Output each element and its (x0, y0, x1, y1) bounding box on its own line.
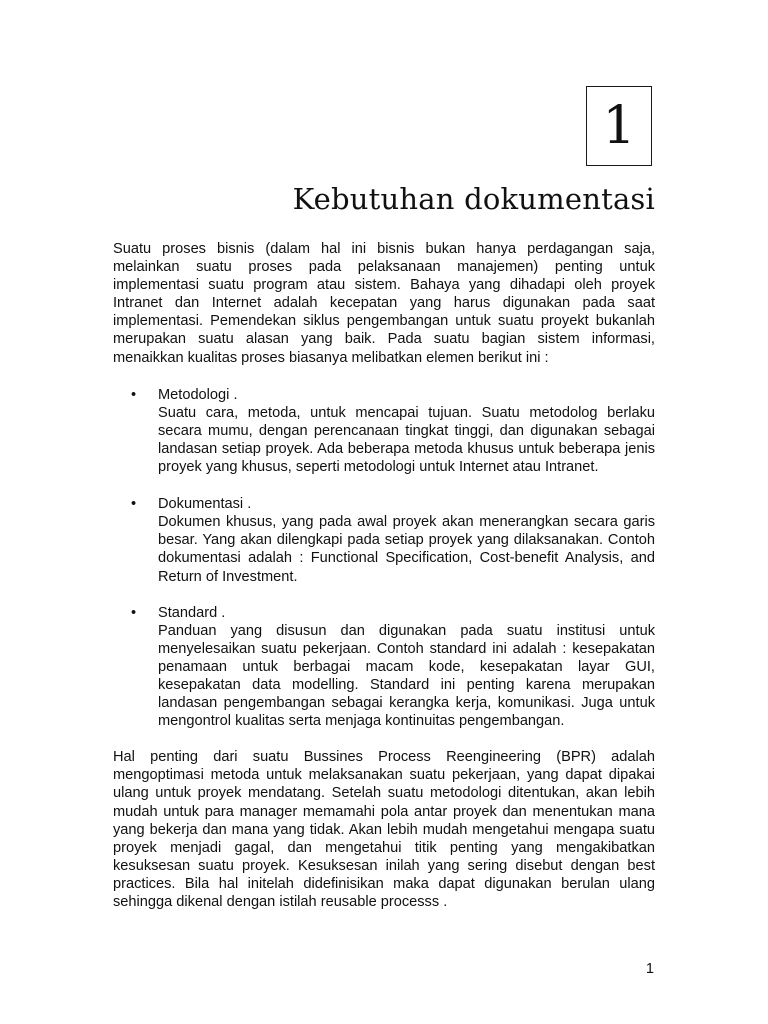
page-number: 1 (645, 961, 654, 977)
bullet-marker: • (131, 496, 137, 513)
chapter-number: 1 (602, 96, 636, 156)
list-item-body: Dokumen khusus, yang pada awal proyek akan menerangkan secara garis besar. Yang akan dilengkapi pada setiap proyek yang dilaksanakan. Contoh dokumentasi adalah : Functional Specification, Cost-benefit Analysis, and Return of Investment. (158, 514, 655, 585)
document-body (113, 240, 655, 911)
chapter-title: Kebutuhan dokumentasi (292, 182, 655, 216)
bullet-marker: • (131, 386, 137, 403)
list-item-title: Standard . (158, 604, 226, 621)
list-item-title: Metodologi . (158, 386, 238, 403)
list-item-dokumentasi (113, 495, 655, 585)
list-item-metodologi (113, 386, 655, 476)
list-item-body: Suatu cara, metoda, untuk mencapai tujuan. Suatu metodolog berlaku secara mumu, dengan perencanaan tingkat tinggi, dan digunakan sebagai landasan setiap proyek. Ada beberapa metoda khusus untuk beberapa jenis proyek yang khusus, seperti metodologi untuk Internet atau Intranet. (158, 404, 655, 476)
list-item-body: Panduan yang disusun dan digunakan pada suatu institusi untuk menyelesaikan suatu pekerjaan. Contoh standard ini adalah : kesepakatan penamaan untuk berbagai macam kode, kesepakatan layar GUI, kesepakatan data modelling. Standard ini penting karena merupakan landasan pengembangan sebagai kerangka kerja, komunikasi. Juga untuk mengontrol kualitas serta menjaga kontinuitas pengembangan. (158, 622, 655, 730)
list-item-standard (113, 604, 655, 731)
element-list (113, 386, 655, 731)
intro-paragraph: Suatu proses bisnis (dalam hal ini bisnis bukan hanya perdagangan saja, melainkan suatu proses pada pelaksanaan manajemen) penting untuk implementasi suatu program atau sistem. Bahaya yang dihadapi oleh proyek Intranet dan Internet adalah kecepatan yang harus digunakan pada saat implementasi. Pemendekan siklus pengembangan untuk suatu proyekt bukanlah merupakan suatu alasan yang baik. Pada suatu bagian sistem informasi, menaikkan kualitas proses biasanya melibatkan elemen berikut ini : (113, 241, 655, 366)
closing-paragraph: Hal penting dari suatu Bussines Process Reengineering (BPR) adalah mengoptimasi metoda untuk melaksanakan suatu pekerjaan, yang dapat dipakai ulang untuk proyek mendatang. Setelah suatu metodologi ditentukan, akan lebih mudah untuk para manager memamahi pola antar proyek dan menentukan mana yang bekerja dan mana yang tidak. Akan lebih mudah mengetahui mengapa suatu proyek menjadi gagal, dan mengetahui titik penting yang mengakibatkan kesuksesan suatu proyek. Kesuksesan inilah yang sering disebut dengan best practices. Bila hal initelah didefinisikan maka dapat digunakan berulan ulang sehingga dikenal dengan istilah reusable processs . (113, 749, 655, 910)
chapter-number-box (586, 86, 652, 166)
list-item-title: Dokumentasi . (158, 496, 252, 513)
bullet-marker: • (131, 604, 137, 621)
